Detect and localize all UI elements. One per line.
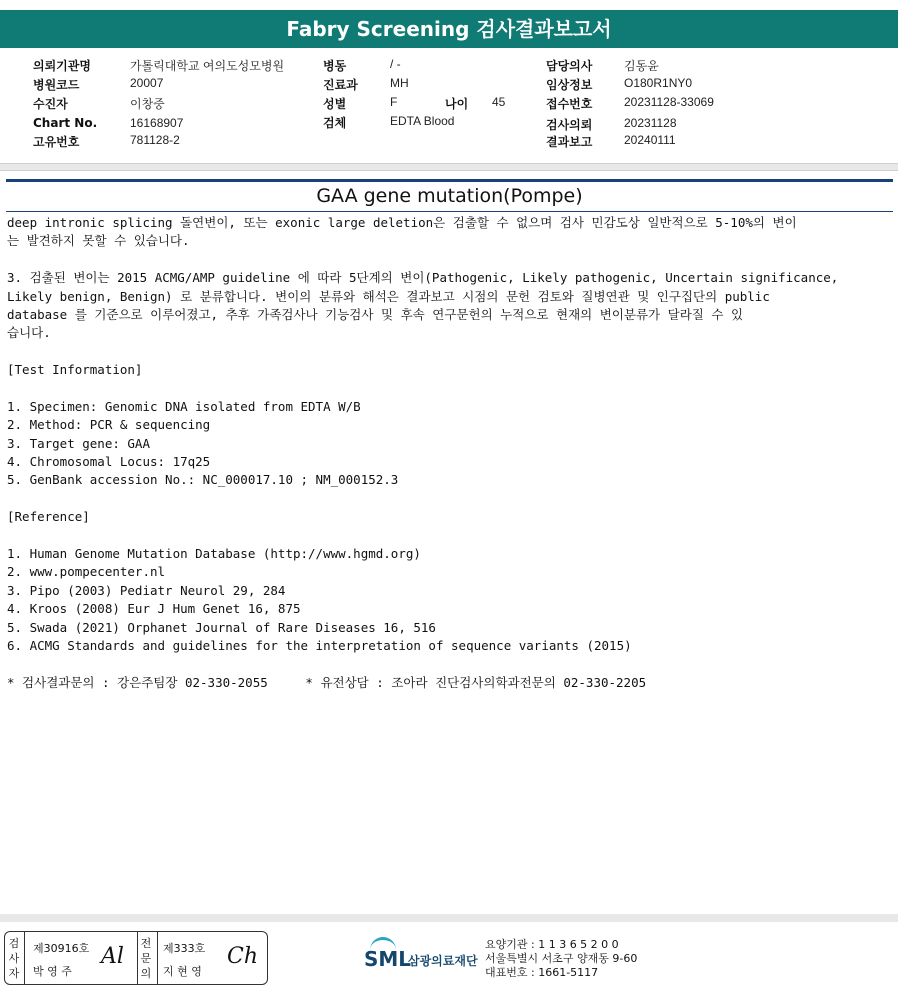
signer2-role-char: 전 [140, 937, 152, 950]
header-separator [0, 163, 898, 171]
body-line: deep intronic splicing 돌연변이, 또는 exonic large deletion은 검출할 수 없으며 검사 민감도상 일반적으로 5-10%의 변이 [7, 215, 797, 230]
org-address: 서울특별시 서초구 양재동 9-60 [485, 952, 638, 965]
signature-divider [157, 932, 158, 984]
patient-info-grid [0, 54, 898, 154]
blank-line [7, 490, 887, 508]
section-title: GAA gene mutation(Pompe) [316, 185, 583, 207]
info-value-physician: 김동윤 [624, 59, 659, 73]
info-label-clinical-info: 임상정보 [546, 78, 593, 92]
info-value-ward: / - [390, 57, 401, 71]
blank-line [7, 655, 887, 673]
signature-box [4, 931, 268, 985]
body-line: 습니다. [7, 325, 51, 341]
signer2-name: 지 현 영 [163, 965, 202, 978]
signer1-name: 박 영 주 [33, 965, 72, 978]
sml-logo [364, 937, 484, 979]
body-line: Likely benign, Benign) 로 분류합니다. 변이의 분류와 해석은 결과보고 시점의 문헌 검토와 질병연관 및 인구집단의 public [7, 288, 770, 304]
info-value-hospital-code: 20007 [130, 76, 164, 90]
body-line: 2. www.pompecenter.nl [7, 564, 166, 580]
info-value-specimen: EDTA Blood [390, 114, 455, 128]
signer1-license: 제30916호 [33, 942, 90, 955]
body-line: 4. Chromosomal Locus: 17q25 [7, 454, 211, 470]
body-line: 4. Kroos (2008) Eur J Hum Genet 16, 875 [7, 601, 301, 617]
body-line: 2. Method: PCR & sequencing [7, 417, 211, 433]
body-line: 3. Target gene: GAA [7, 435, 150, 451]
body-line: 는 발견하지 못할 수 있습니다. [7, 233, 190, 249]
report-title: Fabry Screening 검사결과보고서 [0, 10, 898, 48]
info-label-chart-no: Chart No. [33, 116, 98, 130]
info-value-age: 45 [492, 95, 506, 109]
blank-line [7, 527, 887, 545]
body-line: [Test Information] [7, 362, 143, 378]
body-line: * 검사결과문의 : 강은주팀장 02-330-2055 * 유전상담 : 조아라 진단검사의학과전문의 02-330-2205 [7, 674, 647, 690]
org-code: 요양기관 : 1 1 3 6 5 2 0 0 [485, 938, 619, 951]
info-value-report-date: 20240111 [624, 133, 676, 147]
signer1-signature: Al [101, 944, 124, 969]
org-phone: 대표번호 : 1661-5117 [485, 966, 599, 979]
info-value-institution: 가톨릭대학교 여의도성모병원 [130, 59, 285, 73]
info-label-hospital-code: 병원코드 [33, 78, 80, 92]
signature-divider [137, 932, 138, 984]
body-line: 5. Swada (2021) Orphanet Journal of Rare Diseases 16, 516 [7, 619, 436, 635]
blank-line [7, 343, 887, 361]
logo-foundation-name: 삼광의료재단 [408, 954, 478, 968]
info-label-ward: 병동 [323, 59, 347, 73]
section-top-rule [6, 179, 893, 182]
info-label-request-date: 검사의뢰 [546, 118, 593, 132]
body-line: 5. GenBank accession No.: NC_000017.10 ; NM_000152.3 [7, 472, 399, 488]
signature-divider [24, 932, 25, 984]
info-label-sex: 성별 [323, 97, 347, 111]
info-value-request-date: 20231128 [624, 116, 677, 130]
signer2-role-char: 문 [140, 952, 152, 965]
body-line: 1. Human Genome Mutation Database (http://www.hgmd.org) [7, 546, 421, 562]
body-line: database 를 기준으로 이루어졌고, 추후 가족검사나 기능검사 및 후속 연구문헌의 누적으로 현재의 변이분류가 달라질 수 있 [7, 306, 744, 322]
blank-line [7, 380, 887, 398]
info-label-department: 진료과 [323, 78, 358, 92]
info-value-department: MH [390, 76, 409, 90]
footer-separator [0, 914, 898, 922]
signer2-license: 제333호 [163, 942, 206, 955]
info-label-accession-no: 접수번호 [546, 97, 593, 111]
signer2-signature: Ch [227, 944, 259, 969]
info-label-age: 나이 [445, 97, 469, 111]
body-line: [Reference] [7, 509, 90, 525]
info-label-physician: 담당의사 [546, 59, 593, 73]
body-line: 3. 검출된 변이는 2015 ACMG/AMP guideline 에 따라 5단계의 변이(Pathogenic, Likely pathogenic, Uncertain significance, [7, 270, 839, 286]
blank-line [7, 251, 887, 269]
info-value-patient: 이창중 [130, 97, 165, 111]
signer2-role-char: 의 [140, 967, 152, 980]
info-label-report-date: 결과보고 [546, 135, 593, 149]
info-value-chart-no: 16168907 [130, 116, 184, 130]
info-label-institution: 의뢰기관명 [33, 59, 91, 73]
body-line: 6. ACMG Standards and guidelines for the interpretation of sequence variants (2015) [7, 637, 632, 653]
logo-mark: SML [364, 947, 412, 971]
body-line: 3. Pipo (2003) Pediatr Neurol 29, 284 [7, 582, 286, 598]
section-bottom-rule [6, 211, 893, 212]
org-info [485, 938, 637, 980]
signer1-role-char: 자 [8, 967, 20, 980]
signer1-role-char: 검 [8, 937, 20, 950]
info-value-unique-id: 781128-2 [130, 133, 180, 147]
signer2-role [139, 936, 153, 981]
info-label-unique-id: 고유번호 [33, 135, 80, 149]
info-label-patient: 수진자 [33, 97, 68, 111]
info-value-sex: F [390, 95, 398, 109]
info-value-clinical-info: O180R1NY0 [624, 76, 693, 90]
info-label-specimen: 검체 [323, 116, 347, 130]
info-value-accession-no: 20231128-33069 [624, 95, 714, 109]
signer1-role [7, 936, 21, 981]
report-body-text [7, 214, 887, 692]
signer1-role-char: 사 [8, 952, 20, 965]
body-line: 1. Specimen: Genomic DNA isolated from EDTA W/B [7, 398, 361, 414]
